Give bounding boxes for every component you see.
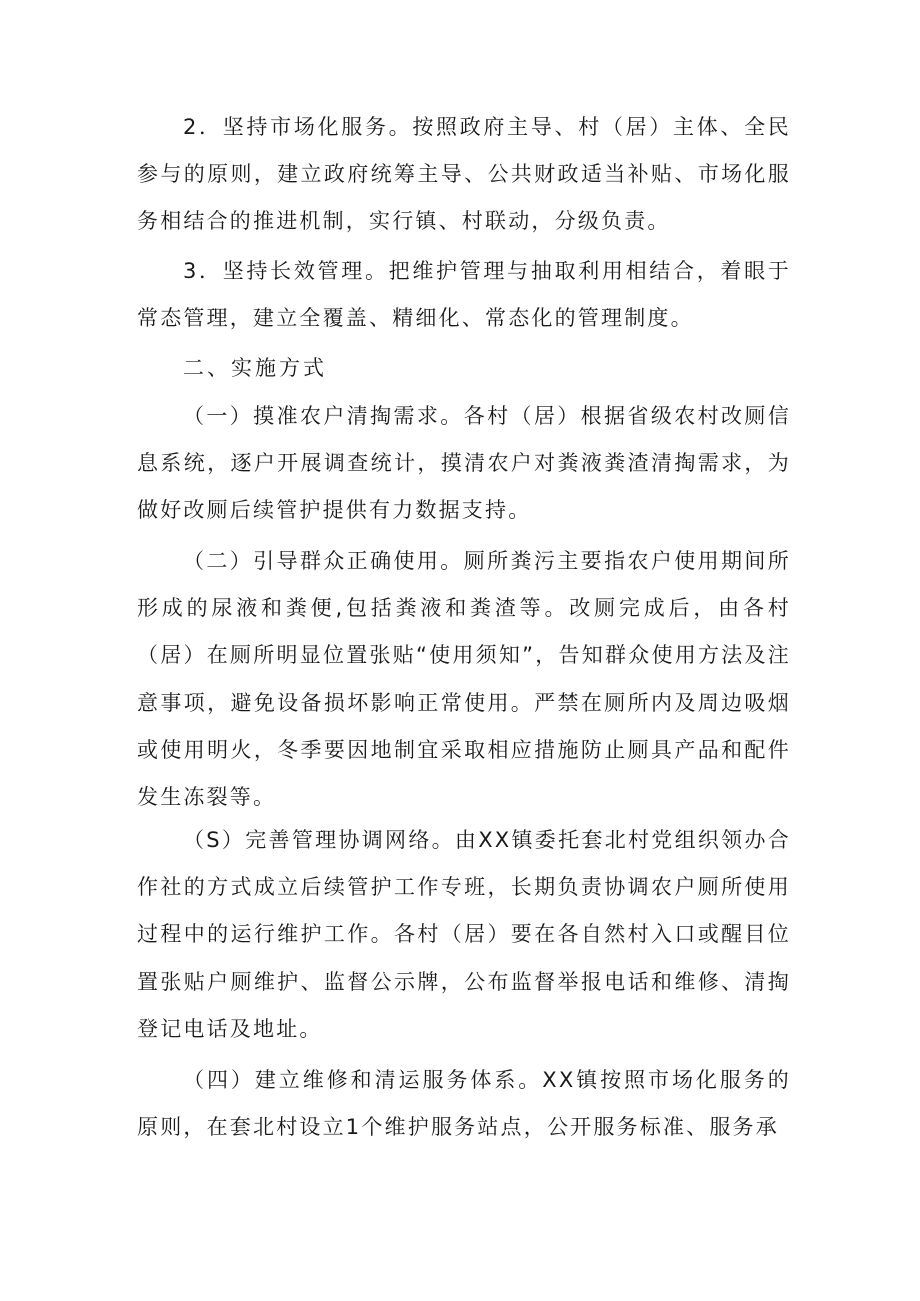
section-heading-implementation: 二、实施方式 (183, 356, 327, 380)
paragraph-coordination-network: （S）完善管理协调网络。由XX镇委托套北村党组织领办合作社的方式成立后续管护工作专班，长期负责协调农户厕所使用过程中的运行维护工作。各村（居）要在各自然村入口或醒目位置张贴户厕维护、监督公示牌，公布监督举报电话和维修、清掏登记电话及地址。 (137, 828, 791, 1041)
paragraph-long-term-management: 3．坚持长效管理。把维护管理与抽取利用相结合，着眼于常态管理，建立全覆盖、精细化、常态化的管理制度。 (137, 259, 791, 331)
paragraph-correct-usage: （二）引导群众正确使用。厕所粪污主要指农户使用期间所形成的尿液和粪便,包括粪液和粪渣等。改厕完成后，由各村（居）在厕所明显位置张贴“使用须知”，告知群众使用方法及注意事项，避免设备损坏影响正常使用。严禁在厕所内及周边吸烟或使用明火，冬季要因地制宜采取相应措施防止厕具产品和配件发生冻裂等。 (137, 549, 791, 810)
paragraph-market-service: 2．坚持市场化服务。按照政府主导、村（居）主体、全民参与的原则，建立政府统筹主导、公共财政适当补贴、市场化服务相结合的推进机制，实行镇、村联动，分级负责。 (137, 115, 791, 234)
paragraph-repair-service-system: （四）建立维修和清运服务体系。XX镇按照市场化服务的原则，在套北村设立1个维护服务站点，公开服务标准、服务承 (137, 1068, 791, 1140)
paragraph-cleaning-needs: （一）摸准农户清掏需求。各村（居）根据省级农村改厕信息系统，逐户开展调查统计，摸清农户对粪液粪渣清掏需求，为做好改厕后续管护提供有力数据支持。 (137, 404, 791, 523)
